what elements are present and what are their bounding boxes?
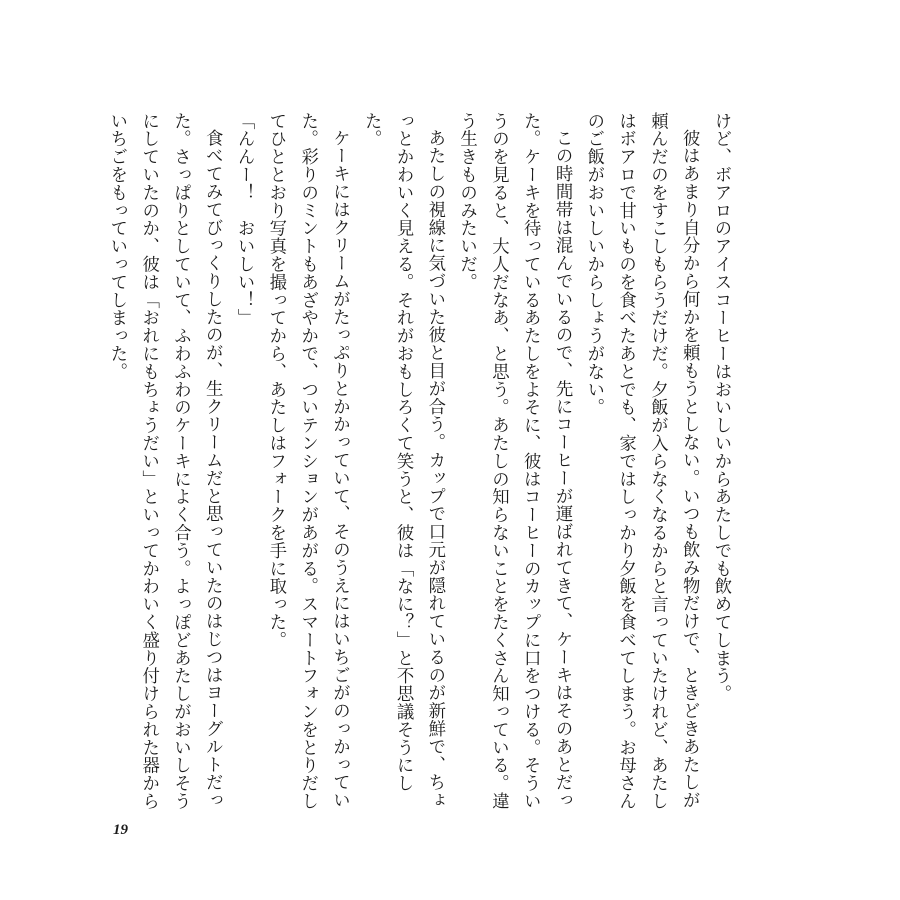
dialogue-line: 「んんー！ おいしい！」 [234, 112, 255, 327]
paragraph: けど、ボアロのアイスコーヒーはおいしいからあたしでも飲めてしまう。 [711, 112, 731, 703]
paragraph: 彼はあまり自分から何かを頼もうとしない。いつも飲み物だけで、ときどきあたしが頼んだのをすこしもらうだけだ。夕飯が入らなくなるからと言っていたけれど、あたしはボアロで甘いものを食べたあとでも、家ではしっかり夕飯を食べてしまう。お母さんのご飯がおいしいからしょうがない。 [583, 112, 700, 811]
paragraph: この時間帯は混んでいるので、先にコーヒーが運ばれてきて、ケーキはそのあとだった。ケーキを待っているあたしをよそに、彼はコーヒーのカップに口をつける。そういうのを見ると、大人だなあ、と思う。あたしの知らないことをたくさん知っている。違う生きものみたいだ。 [456, 112, 573, 811]
vertical-text-body [100, 112, 736, 812]
paragraph: ケーキにはクリームがたっぷりとかかっていて、そのうえにはいちごがのっかっていた。彩りのミントもあざやかで、ついテンションがあがる。スマートフォンをとりだしてひととおり写真を撮ってから、あたしはフォークを手に取った。 [265, 112, 350, 811]
paragraph: 食べてみてびっくりしたのが、生クリームだと思っていたのはじつはヨーグルトだった。さっぱりとしていて、ふわふわのケーキによく合う。よっぽどあたしがおいしそうにしていたのか、彼は「おれにもちょうだい」といってかわいく盛り付けられた器からいちごをもっていってしまった。 [106, 112, 223, 811]
page-number: 19 [113, 822, 128, 838]
paragraph: あたしの視線に気づいた彼と目が合う。カップで口元が隠れているのが新鮮で、ちょっとかわいく見える。それがおもしろくて笑うと、彼は「なに？」と不思議そうにした。 [361, 112, 445, 810]
